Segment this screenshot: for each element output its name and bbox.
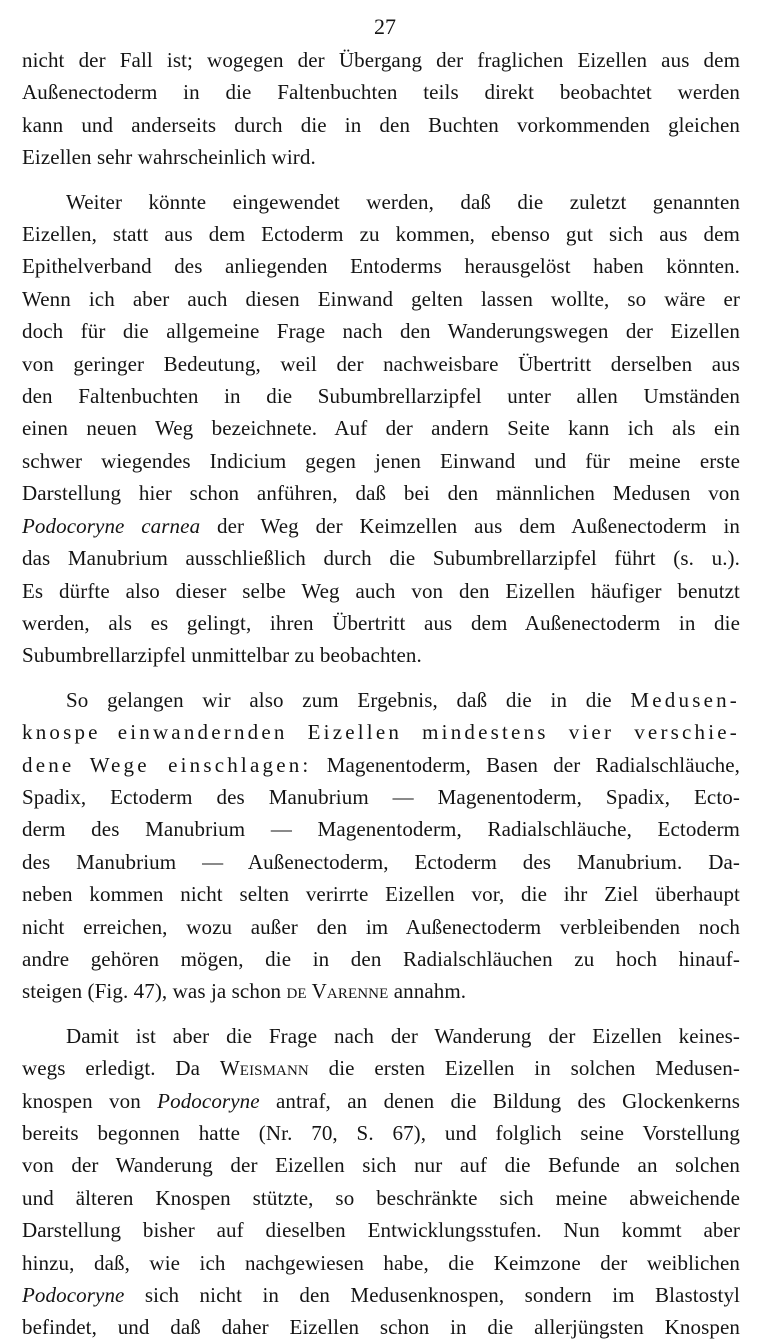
- text-line: Weiter könnte eingewendet werden, daß die zuletzt genannten: [66, 189, 740, 214]
- text-line: [22, 975, 740, 1007]
- text-line: Eizellen sehr wahrscheinlich wird.: [22, 145, 316, 170]
- text-line: bereits begonnen hatte (Nr. 70, S. 67), und folglich seine Vorstellung: [22, 1121, 740, 1145]
- page-number: 27: [374, 14, 396, 39]
- text-line: [22, 510, 740, 542]
- text-segment: knospen von: [22, 1088, 141, 1113]
- text-line: doch für die allgemeine Frage nach den Wanderungswegen der Eizellen: [22, 319, 740, 344]
- paragraph-4: [22, 1020, 740, 1344]
- text-line: den Faltenbuchten in die Subumbrellarzipfel unter allen Umständen: [22, 384, 740, 409]
- species-name: Podocoryne carnea: [22, 513, 201, 538]
- text-segment: antraf, an denen die Bildung des Glockenkerns: [275, 1088, 740, 1113]
- spaced-text: dene: [22, 752, 75, 777]
- text-line: schwer wiegendes Indicium gegen jenen Einwand und für meine erste: [22, 448, 740, 473]
- text-segment: sich nicht in den Medusenknospen, sondern im Blastostyl: [144, 1283, 740, 1308]
- text-segment: die ersten Eizellen in solchen Medusen-: [328, 1056, 740, 1081]
- paragraph-2: [22, 186, 740, 672]
- text-line: von der Wanderung der Eizellen sich nur auf die Befunde an solchen: [22, 1153, 740, 1178]
- text-line: nicht der Fall ist; wogegen der Übergang der fraglichen Eizellen aus dem: [22, 48, 740, 72]
- text-segment: Magenentoderm, Basen der Radialschläuche,: [326, 752, 741, 777]
- genus-name: Podocoryne: [157, 1088, 260, 1113]
- author-name: de Varenne: [286, 979, 389, 1004]
- text-line: Darstellung hier schon anführen, daß bei den männlichen Medusen von: [22, 481, 740, 506]
- spaced-text: einwandernden Eizellen mindestens vier verschie-: [117, 720, 740, 745]
- spaced-text: Medusen-: [630, 687, 740, 712]
- text-line: befindet, und daß daher Eizellen schon in die allerjüngsten Knospen: [22, 1315, 740, 1340]
- text-line: nicht erreichen, wozu außer den im Außenectoderm verbleibenden noch: [22, 914, 740, 939]
- text-line: [22, 684, 740, 716]
- genus-name: Podocoryne: [22, 1283, 125, 1308]
- text-line: Subumbrellarzipfel unmittelbar zu beobachten.: [22, 643, 422, 668]
- text-line: neben kommen nicht selten verirrte Eizellen vor, die ihr Ziel überhaupt: [22, 882, 740, 907]
- text-segment: der Weg der Keimzellen aus dem Außenectoderm in: [216, 513, 740, 538]
- text-line: und älteren Knospen stützte, so beschränkte sich meine abweichende: [22, 1185, 740, 1210]
- text-line: hinzu, daß, wie ich nachgewiesen habe, die Keimzone der weiblichen: [22, 1250, 740, 1275]
- text-line: Spadix, Ectoderm des Manubrium — Magenentoderm, Spadix, Ecto-: [22, 784, 740, 809]
- text-line: Epithelverband des anliegenden Entoderms herausgelöst haben könnten.: [22, 254, 740, 279]
- text-line: [22, 749, 740, 781]
- spaced-text: knospe: [22, 720, 101, 745]
- text-segment: wegs erledigt. Da: [22, 1056, 201, 1081]
- text-line: derm des Manubrium — Magenentoderm, Radialschläuche, Ectoderm: [22, 817, 740, 842]
- text-line: kann und anderseits durch die in den Buchten vorkommenden gleichen: [22, 112, 740, 137]
- text-segment: annahm.: [393, 979, 467, 1004]
- text-line: Darstellung bisher auf dieselben Entwicklungsstufen. Nun kommt aber: [22, 1218, 740, 1243]
- text-line: des Manubrium — Außenectoderm, Ectoderm des Manubrium. Da-: [22, 849, 740, 874]
- text-line: werden, als es gelingt, ihren Übertritt aus dem Außenectoderm in die: [22, 610, 740, 635]
- text-line: Eizellen, statt aus dem Ectoderm zu kommen, ebenso gut sich aus dem: [22, 222, 740, 247]
- text-line: von geringer Bedeutung, weil der nachweisbare Übertritt derselben aus: [22, 351, 740, 376]
- text-line: Es dürfte also dieser selbe Weg auch von den Eizellen häufiger benutzt: [22, 578, 740, 603]
- text-segment: steigen (Fig. 47), was ja schon: [22, 979, 282, 1004]
- paragraph-3: [22, 684, 740, 1008]
- text-line: Außenectoderm in die Faltenbuchten teils direkt beobachtet werden: [22, 80, 740, 105]
- author-name: Weismann: [219, 1056, 309, 1081]
- text-line: [22, 716, 740, 748]
- text-line: das Manubrium ausschließlich durch die Subumbrellarzipfel führt (s. u.).: [22, 546, 740, 571]
- text-line: [22, 1052, 740, 1084]
- document-page: [22, 0, 740, 1344]
- text-line: [22, 1279, 740, 1311]
- paragraph-1: [22, 44, 740, 174]
- text-line: andre gehören mögen, die in den Radialschläuchen zu hoch hinauf-: [22, 946, 740, 971]
- spaced-text: Wege einschlagen:: [89, 752, 312, 777]
- text-line: einen neuen Weg bezeichnete. Auf der andern Seite kann ich als ein: [22, 416, 740, 441]
- text-line: [22, 1085, 740, 1117]
- text-line: Wenn ich aber auch diesen Einwand gelten lassen wollte, so wäre er: [22, 286, 740, 311]
- text-segment: So gelangen wir also zum Ergebnis, daß die in die: [66, 687, 612, 712]
- text-line: Damit ist aber die Frage nach der Wanderung der Eizellen keines-: [66, 1023, 740, 1048]
